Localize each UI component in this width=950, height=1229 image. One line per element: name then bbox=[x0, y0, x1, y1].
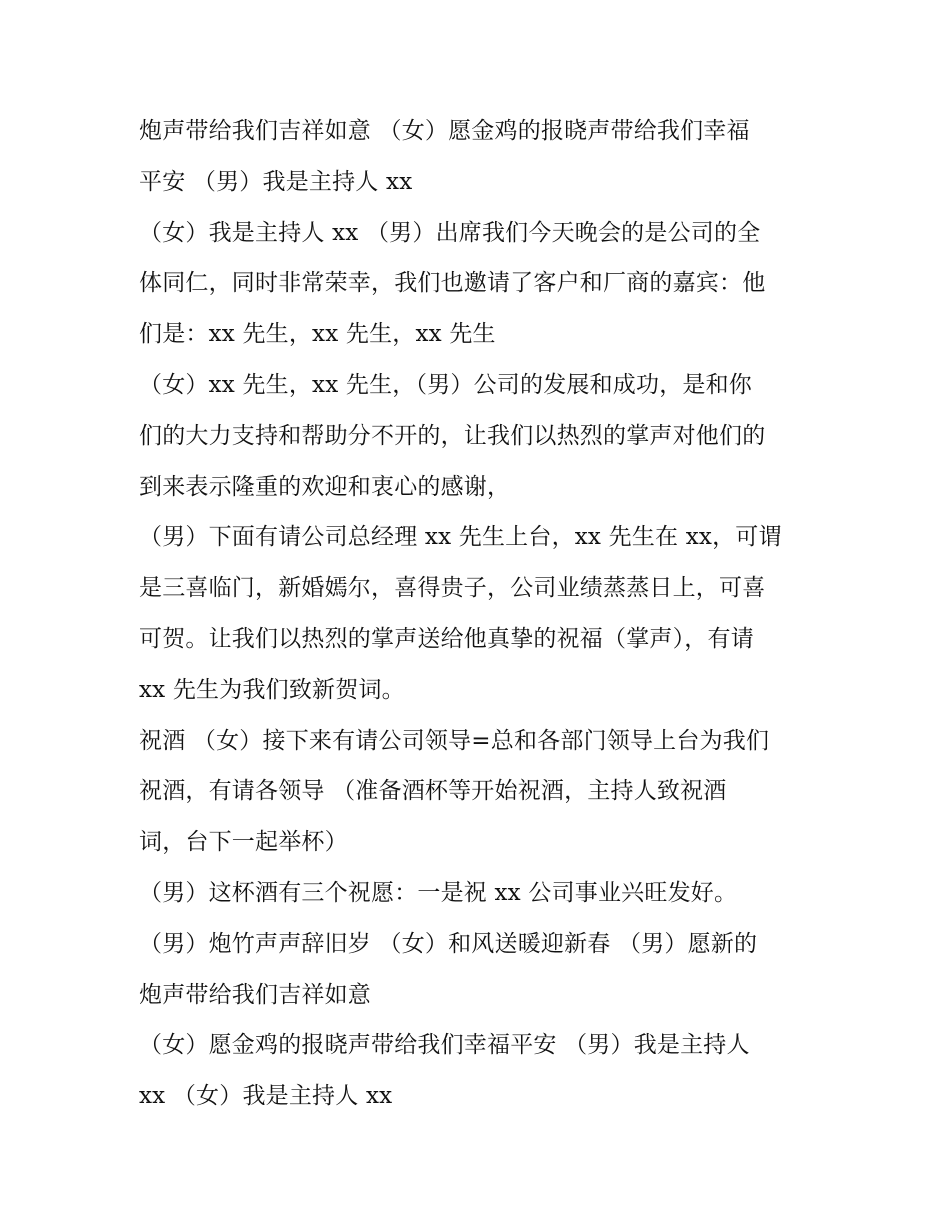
text-line: （男）下面有请公司总经理 xx 先生上台，xx 先生在 xx，可谓 bbox=[139, 524, 782, 551]
text-line: 词，台下一起举杯） bbox=[139, 829, 348, 856]
text-line: 可贺。让我们以热烈的掌声送给他真挚的祝福（掌声），有请 bbox=[139, 625, 754, 652]
text-line: 到来表示隆重的欢迎和衷心的感谢， bbox=[139, 473, 511, 500]
text-line: （女）我是主持人 xx （男）出席我们今天晚会的是公司的全 bbox=[139, 219, 761, 246]
text-line: （男）这杯酒有三个祝愿：一是祝 xx 公司事业兴旺发好。 bbox=[139, 879, 738, 906]
text-line: 是三喜临门，新婚嫣尔，喜得贵子，公司业绩蒸蒸日上，可喜 bbox=[139, 575, 766, 602]
text-line: 体同仁，同时非常荣幸，我们也邀请了客户和厂商的嘉宾：他 bbox=[139, 270, 766, 297]
text-line: 祝酒 （女）接下来有请公司领导=总和各部门领导上台为我们 bbox=[139, 727, 770, 754]
text-line: （女）愿金鸡的报晓声带给我们幸福平安 （男）我是主持人 bbox=[139, 1032, 750, 1059]
document-body bbox=[139, 106, 829, 1122]
text-line: （女）xx 先生，xx 先生，（男）公司的发展和成功，是和你 bbox=[139, 371, 753, 398]
text-line: xx 先生为我们致新贺词。 bbox=[139, 676, 405, 703]
text-line: 们是：xx 先生，xx 先生，xx 先生 bbox=[139, 321, 496, 348]
text-line: 平安 （男）我是主持人 xx bbox=[139, 168, 413, 195]
text-line: 炮声带给我们吉祥如意 bbox=[139, 981, 371, 1008]
text-line: 们的大力支持和帮助分不开的，让我们以热烈的掌声对他们的 bbox=[139, 422, 766, 449]
text-line: xx （女）我是主持人 xx bbox=[139, 1083, 393, 1110]
text-line: （男）炮竹声声辞旧岁 （女）和风送暖迎新春 （男）愿新的 bbox=[139, 930, 758, 957]
text-line: 炮声带给我们吉祥如意 （女）愿金鸡的报晓声带给我们幸福 bbox=[139, 118, 750, 144]
text-line: 祝酒，有请各领导 （准备酒杯等开始祝酒，主持人致祝酒 bbox=[139, 778, 727, 805]
